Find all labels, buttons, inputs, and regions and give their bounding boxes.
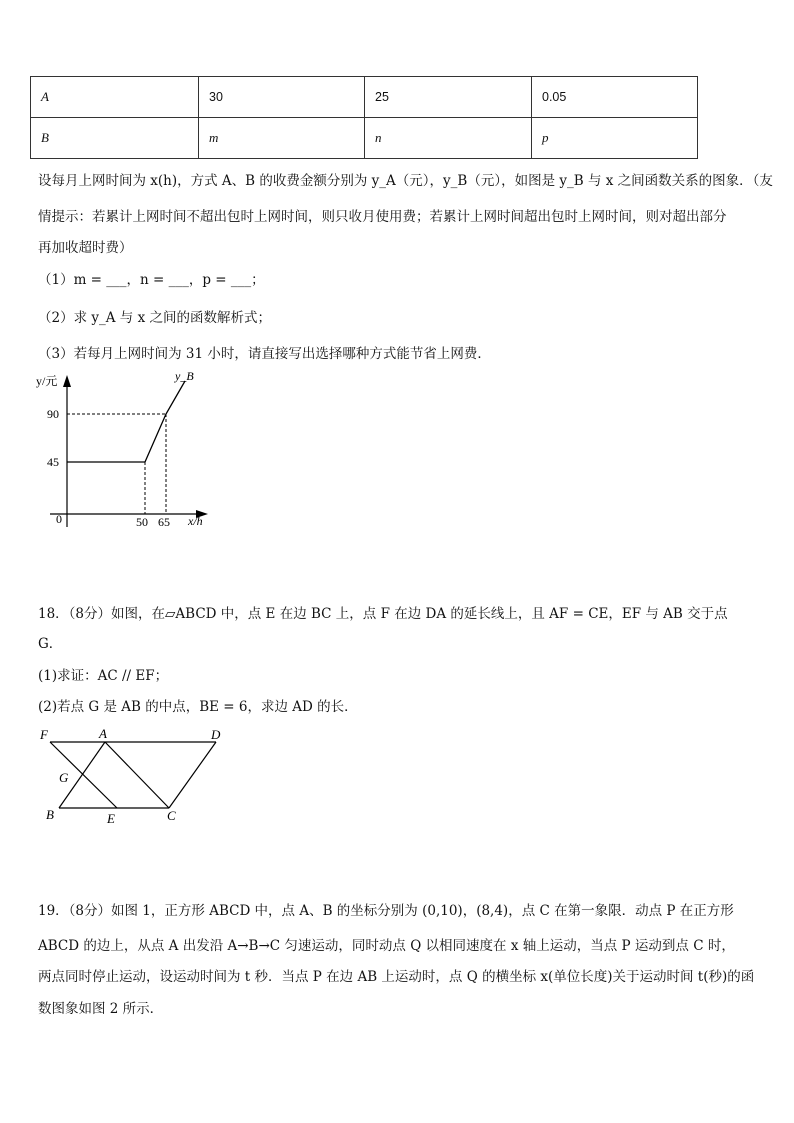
origin-label: 0: [56, 512, 62, 526]
curve-label: y_B: [175, 369, 194, 383]
q19-stem-line2: ABCD 的边上，从点 A 出发沿 A→B→C 匀速运动，同时动点 Q 以相同速度在 x 轴上运动，当点 P 运动到点 C 时，: [38, 938, 735, 954]
q17-paragraph-line2: 情提示：若累计上网时间不超出包时上网时间，则只收月使用费；若累计上网时间超出包时上网时间，则对超出部分: [38, 209, 727, 225]
fee-function-graph: [30, 365, 230, 535]
fee-table: [30, 76, 698, 159]
q17-paragraph-line1: 设每月上网时间为 x(h)，方式 A、B 的收费金额分别为 y_A（元），y_B（元），如图是 y_B 与 x 之间函数关系的图象．（友: [38, 173, 773, 189]
y-tick-label: 90: [47, 407, 59, 421]
q19-stem-line1: 19．（8分）如图 1，正方形 ABCD 中，点 A、B 的坐标分别为 (0,10)，(8,4)，点 C 在第一象限．动点 P 在正方形: [38, 903, 734, 919]
table-cell: n: [365, 118, 532, 159]
q18-subquestion-2: (2)若点 G 是 AB 的中点，BE = 6，求边 AD 的长．: [38, 699, 358, 715]
q17-subquestion-1: （1）m = ___，n = ___，p = ___；: [38, 272, 265, 288]
x-axis-label: x/h: [188, 514, 203, 528]
line-AC: [105, 742, 169, 808]
table-cell: 30: [199, 77, 365, 118]
q17-subquestion-3: （3）若每月上网时间为 31 小时，请直接写出选择哪种方式能节省上网费．: [38, 346, 491, 362]
point-label: B: [46, 807, 54, 822]
table-cell: 0.05: [532, 77, 698, 118]
table-cell: 25: [365, 77, 532, 118]
point-label: A: [99, 726, 107, 741]
point-label: C: [167, 808, 176, 823]
table-cell: m: [199, 118, 365, 159]
q17-subquestion-2: （2）求 y_A 与 x 之间的函数解析式；: [38, 310, 271, 326]
q19-stem-line4: 数图象如图 2 所示．: [38, 1001, 164, 1017]
q19-stem-line3: 两点同时停止运动，设运动时间为 t 秒．当点 P 在边 AB 上运动时，点 Q 的横坐标 x(单位长度)关于运动时间 t(秒)的函: [38, 969, 755, 985]
line-DC: [169, 742, 216, 808]
table-cell: p: [532, 118, 698, 159]
point-label: D: [211, 727, 221, 742]
table-cell: A: [31, 77, 199, 118]
y-tick-label: 45: [47, 455, 59, 469]
x-tick-label: 50: [136, 515, 148, 529]
point-label: F: [40, 727, 48, 742]
x-tick-label: 65: [158, 515, 170, 529]
table-row: [31, 118, 698, 159]
q17-paragraph-line3: 再加收超时费）: [38, 240, 133, 256]
yb-polyline: [67, 381, 185, 462]
y-axis-label: y/元: [36, 374, 58, 388]
table-row: [31, 77, 698, 118]
point-label: E: [107, 811, 115, 826]
q18-stem-line1: 18．（8分）如图，在▱ABCD 中，点 E 在边 BC 上，点 F 在边 DA 的延长线上，且 AF = CE，EF 与 AB 交于点: [38, 606, 728, 622]
table-cell: B: [31, 118, 199, 159]
q18-stem-line2: G．: [38, 636, 63, 652]
y-axis-arrow: [63, 375, 71, 387]
q18-subquestion-1: (1)求证：AC // EF；: [38, 668, 169, 684]
point-label: G: [59, 770, 69, 785]
parallelogram-figure: [35, 722, 235, 832]
